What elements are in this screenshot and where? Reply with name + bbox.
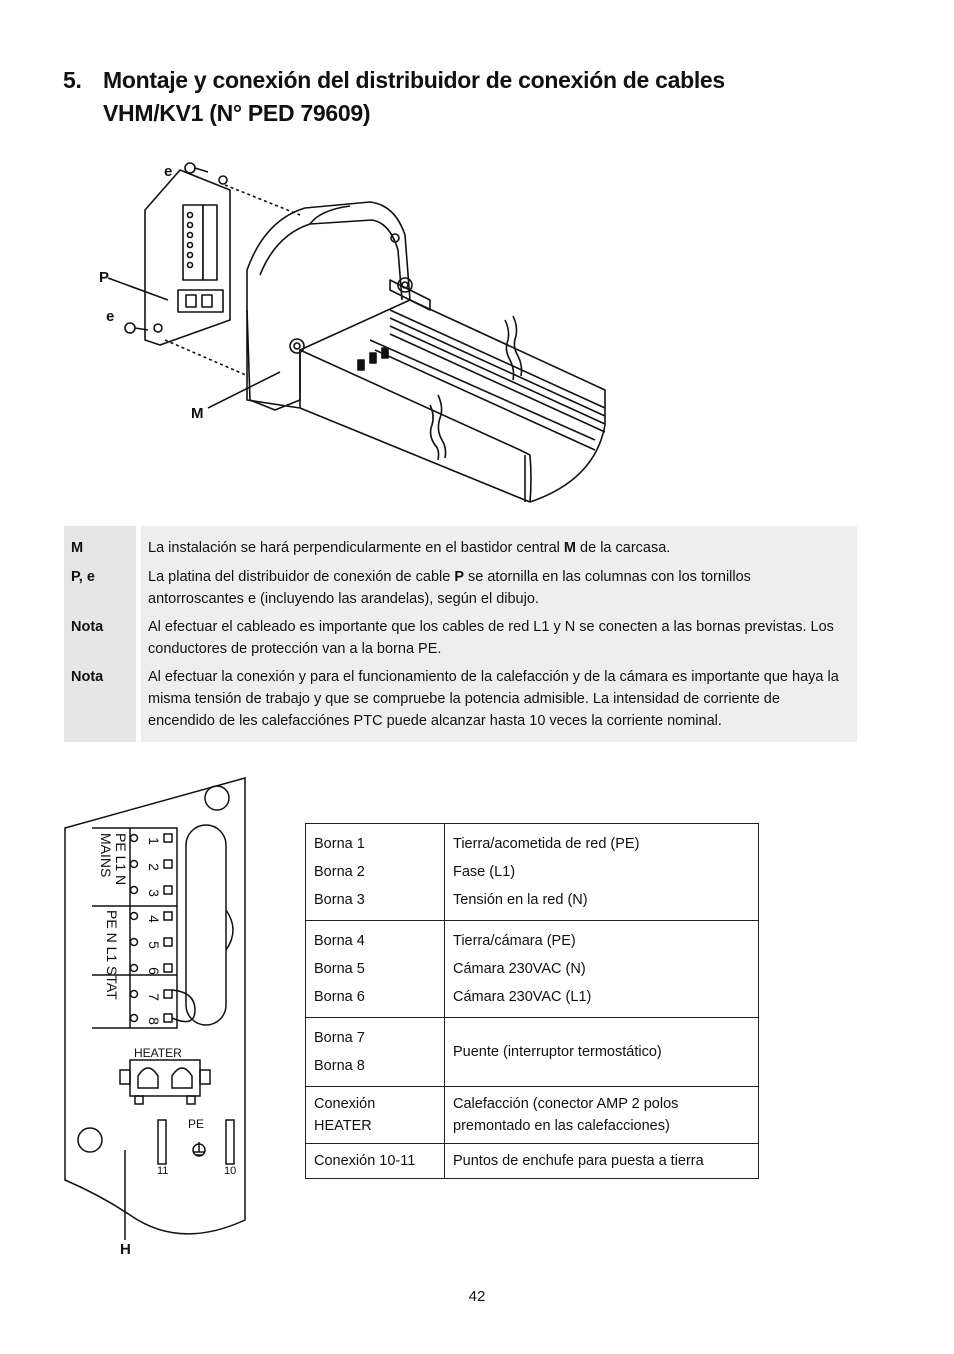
heater-label: HEATER [134,1046,182,1060]
table-cell: Puntos de enchufe para puesta a tierra [445,1144,759,1179]
note-text: Al efectuar el cableado es importante que los cables de red L1 y N se conecten a las bornas previstas. Los conductores de protección van a la borna PE. [148,619,834,657]
terminal-assignment-table [305,823,759,1179]
note-key: M [71,540,84,556]
table-cell: Tierra/acometida de red (PE) Fase (L1) Tensión en la red (N) [445,824,759,921]
table-cell: Borna 1 Borna 2 Borna 3 [306,824,445,921]
page-number: 42 [468,1288,486,1305]
label-e-top: e [164,163,173,180]
table-cell: Borna 7 Borna 8 [306,1018,445,1087]
label-m: M [191,405,204,422]
note-text: La instalación se hará perpendicularmente en el bastidor central M de la carcasa. [148,540,671,556]
pin-11-label: 11 [157,1165,169,1177]
pin-10-label: 10 [224,1165,237,1177]
section-number: 5. [63,67,82,93]
table-cell: Puente (interruptor termostático) [445,1018,759,1087]
table-cell: Calefacción (conector AMP 2 polos premontado en las calefacciones) [445,1087,759,1144]
note-key: Nota [71,669,104,685]
note-text: La platina del distribuidor de conexión de cable P se atornilla en las columnas con los tornillos antorroscantes e (incluyendo las arandelas), según el dibujo. [148,569,751,607]
title-line-2: VHM/KV1 (N° PED 79609) [103,100,371,126]
mounting-illustration [90,150,630,520]
title-line-1: Montaje y conexión del distribuidor de conexión de cables [103,67,725,93]
section-title [63,64,883,130]
terminal-group-mains-label: PE L1 N MAINS [98,833,129,886]
label-e-bottom: e [106,308,115,325]
table-row [306,1144,759,1179]
label-h: H [120,1241,131,1258]
table-row [306,921,759,1018]
table-cell: Tierra/cámara (PE) Cámara 230VAC (N) Cámara 230VAC (L1) [445,921,759,1018]
note-key: P, e [71,569,95,585]
table-cell: Conexión 10-11 [306,1144,445,1179]
terminal-group-stat-label: PE N L1 STAT [104,910,120,1000]
label-p: P [99,269,110,286]
notes-table [64,526,857,742]
table-row [306,824,759,921]
note-text: Al efectuar la conexión y para el funcionamiento de la calefacción y de la cámara es importante que haya la misma tensión de trabajo y que se compruebe la potencia admisible. La intensidad de corriente de encendido de les calefacciónes PTC puede alcanzar hasta 10 veces la corriente nominal. [148,669,839,729]
table-cell: Conexión HEATER [306,1087,445,1144]
note-key: Nota [71,619,104,635]
table-row [306,1087,759,1144]
pe-label: PE [188,1117,205,1131]
table-row [306,1018,759,1087]
table-cell: Borna 4 Borna 5 Borna 6 [306,921,445,1018]
